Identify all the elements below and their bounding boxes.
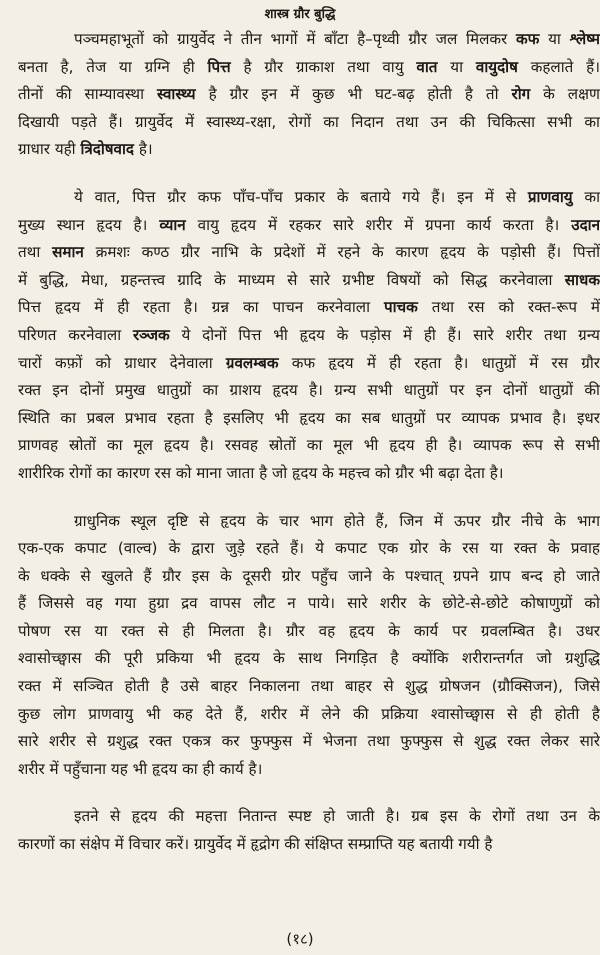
- text-run: सारे शरीर से ग्रशुद्ध रक्त एकत्र कर फुफ्फुस में भेजना तथा फुफ्फुस से शुद्ध रक्त लेकर सारे: [18, 732, 600, 751]
- text-run: कुछ लोग प्राणवायु भी कह देते हैं, शरीर में लेने की प्रक्रिया श्वासोच्छ्वास से ही होती है: [18, 704, 600, 723]
- text-run: तथा रस को रक्त-रूप में: [417, 298, 600, 317]
- text-run: पोषण रस या रक्त से ही मिलता है। ग्रौर वह हृदय के कार्य पर ग्रवलम्बित है। उधर: [18, 621, 600, 640]
- text-line: [18, 54, 600, 82]
- text-run: कफ हृदय में ही रहता है। धातुग्रों में रस ग्रौर: [278, 353, 600, 372]
- text-run: ये दोनों पित्त भी हृदय के पड़ोस में ही हैं। सारे शरीर तथा ग्रन्य: [169, 325, 600, 344]
- text-line: [18, 350, 600, 378]
- paragraph-gap: [18, 783, 600, 803]
- body-text: [18, 26, 600, 859]
- text-run: बनता है, तेज या ग्रग्नि ही: [18, 57, 208, 76]
- text-line: [18, 803, 600, 831]
- text-run: कारणों का संक्षेप में विचार करें। ग्रायुर्वेद में हृद्रोग की संक्षिप्त सम्प्राप्ति यह बतायी गयी है: [18, 835, 493, 854]
- text-line: [18, 267, 600, 295]
- bold-term: प्राणवायु: [527, 187, 573, 206]
- bold-term: व्यान: [159, 215, 186, 234]
- bold-term: वायुदोष: [475, 57, 518, 76]
- text-line: [18, 81, 600, 109]
- text-run: वायु हृदय में रहकर सारे शरीर में ग्रपना कार्य करता है।: [185, 215, 572, 234]
- bold-term: श्लेष्म: [569, 30, 600, 48]
- text-run: दिखायी पड़ते हैं। ग्रायुर्वेद में स्वास्थ्य-रक्षा, रोगों का निदान तथा उन की चिकित्सा सभी का: [18, 112, 600, 131]
- text-run: या: [437, 57, 476, 76]
- text-line: [18, 432, 600, 460]
- text-run: स्थिति का प्रबल प्रभाव रहता है इसलिए भी हृदय का सब धातुग्रों पर व्यापक प्रभाव है। इधर: [18, 408, 600, 427]
- bold-term: त्रिदोषवाद: [80, 140, 134, 159]
- text-line: [18, 831, 600, 859]
- text-run: परिणत करनेवाला: [18, 325, 133, 344]
- text-run: या: [539, 30, 570, 48]
- text-line: [18, 590, 600, 618]
- text-run: है ग्रौर इन में कुछ भी घट-बढ़ होती है तो: [195, 85, 512, 104]
- text-line: [18, 618, 600, 646]
- text-run: के लक्षण: [530, 85, 600, 104]
- text-run: ये वात, पित्त ग्रौर कफ पाँच-पाँच प्रकार के बताये गये हैं। इन में से: [74, 187, 528, 206]
- text-run: हैं जिससे वह गया हुग्रा द्रव वापस लौट न पाये। सारे शरीर के छोटे-से-छोटे कोषाणुग्रों को: [18, 594, 600, 613]
- paragraph: [18, 184, 600, 488]
- text-run: एक-एक कपाट (वाल्व) के द्वारा जुड़े रहते हैं। ये कपाट एक ग्रोर के रस या रक्त के प्रवाह: [18, 539, 600, 558]
- text-run: शरीर में पहुँचाना यह भी हृदय का ही कार्य है।: [18, 759, 263, 778]
- text-run: रक्त इन दोनों प्रमुख धातुग्रों का ग्राशय हृदय है। ग्रन्य सभी धातुग्रों पर इन दोनों धातुग्रों की: [18, 381, 600, 400]
- text-run: ग्राधुनिक स्थूल दृष्टि से हृदय के चार भाग होते हैं, जिन में ऊपर ग्रौर नीचे के भाग: [74, 511, 600, 530]
- text-run: क्रमशः कण्ठ ग्रौर नाभि के प्रदेशों में रहने के कारण हृदय के पड़ोसी हैं। पित्तों: [83, 243, 600, 262]
- text-line: [18, 563, 600, 591]
- text-line: [18, 701, 600, 729]
- text-run: तीनों की साम्यावस्था: [18, 85, 158, 104]
- text-line: [18, 212, 600, 240]
- paragraph: [18, 508, 600, 784]
- text-line: [18, 508, 600, 536]
- text-run: तथा: [18, 243, 53, 262]
- text-run: पञ्चमहाभूतों को ग्रायुर्वेद ने तीन भागों में बाँटा है–पृथ्वी ग्रौर जल मिलकर: [74, 30, 516, 48]
- text-run: पित्त हृदय में ही रहता है। ग्रन्न का पाचन करनेवाला: [18, 298, 384, 317]
- text-line: [18, 322, 600, 350]
- text-run: श्वासोच्छ्वास की पूरी प्रकिया भी हृदय के साथ निगड़ित है क्योंकि शरीरान्तर्गत जो ग्रशुद्धि: [18, 649, 600, 668]
- text-line: [18, 460, 600, 488]
- text-line: [18, 405, 600, 433]
- bold-term: पाचक: [383, 298, 418, 317]
- running-head: शास्त्र ग्रौर बुद्धि: [264, 7, 336, 22]
- text-line: [18, 136, 600, 164]
- text-run: प्राणवह स्रोतों का मूल हृदय है। रसवह स्रोतों का मूल भी हृदय ही है। व्यापक रूप से सभी: [18, 436, 600, 455]
- text-run: मुख्य स्थान हृदय है।: [18, 215, 160, 234]
- text-run: ग्राधार यही: [18, 140, 81, 159]
- text-line: [18, 294, 600, 322]
- text-run: में बुद्धि, मेधा, ग्रहन्तत्त्व ग्रादि के माध्यम से सारे ग्रभीष्ट विषयों को सिद्ध करनेवाला: [18, 270, 565, 289]
- text-run: चारों कफ़ों को ग्राधार देनेवाला: [18, 353, 226, 372]
- text-run: का: [572, 187, 600, 206]
- text-run: है ग्रौर ग्राकाश तथा वायु: [230, 57, 417, 76]
- page-number: (१८): [286, 930, 314, 948]
- bold-term: समान: [52, 243, 84, 262]
- text-line: [18, 377, 600, 405]
- text-line: [18, 109, 600, 137]
- bold-term: साधक: [564, 270, 600, 289]
- bold-term: कफ: [515, 30, 540, 48]
- bold-term: वात: [416, 57, 438, 76]
- bold-term: रञ्जक: [132, 325, 170, 344]
- text-line: [18, 645, 600, 673]
- bold-term: पित्त: [207, 57, 231, 76]
- text-run: इतने से हृदय की महत्ता नितान्त स्पष्ट हो जाती है। ग्रब इस के रोगों तथा उन के: [74, 807, 600, 826]
- bold-term: उदान: [571, 215, 600, 234]
- text-line: [18, 26, 600, 54]
- paragraph-gap: [18, 164, 600, 184]
- text-run: कहलाते हैं।: [517, 57, 600, 76]
- text-run: रक्त में सञ्चित होती है उसे बाहर निकालना तथा बाहर से शुद्ध ग्रोषजन (ग्रौक्सिजन), जिसे: [18, 677, 600, 696]
- text-line: [18, 239, 600, 267]
- bold-term: ग्रवलम्बक: [225, 353, 279, 372]
- text-line: [18, 673, 600, 701]
- text-run: शारीरिक रोगों का कारण रस को माना जाता है जो हृदय के महत्त्व को ग्रौर भी बढ़ा देता है।: [18, 463, 504, 482]
- bold-term: रोग: [511, 85, 531, 104]
- text-run: है।: [134, 140, 153, 159]
- text-line: [18, 756, 600, 784]
- text-line: [18, 184, 600, 212]
- paragraph: [18, 803, 600, 858]
- paragraph: [18, 26, 600, 164]
- paragraph-gap: [18, 488, 600, 508]
- text-run: के धक्के से खुलते हैं ग्रौर इस के दूसरी ग्रोर पहुँच जाने के पश्चात् ग्रपने ग्राप बन्द हो जाते: [18, 566, 600, 585]
- text-line: [18, 728, 600, 756]
- bold-term: स्वास्थ्य: [157, 85, 196, 104]
- text-line: [18, 535, 600, 563]
